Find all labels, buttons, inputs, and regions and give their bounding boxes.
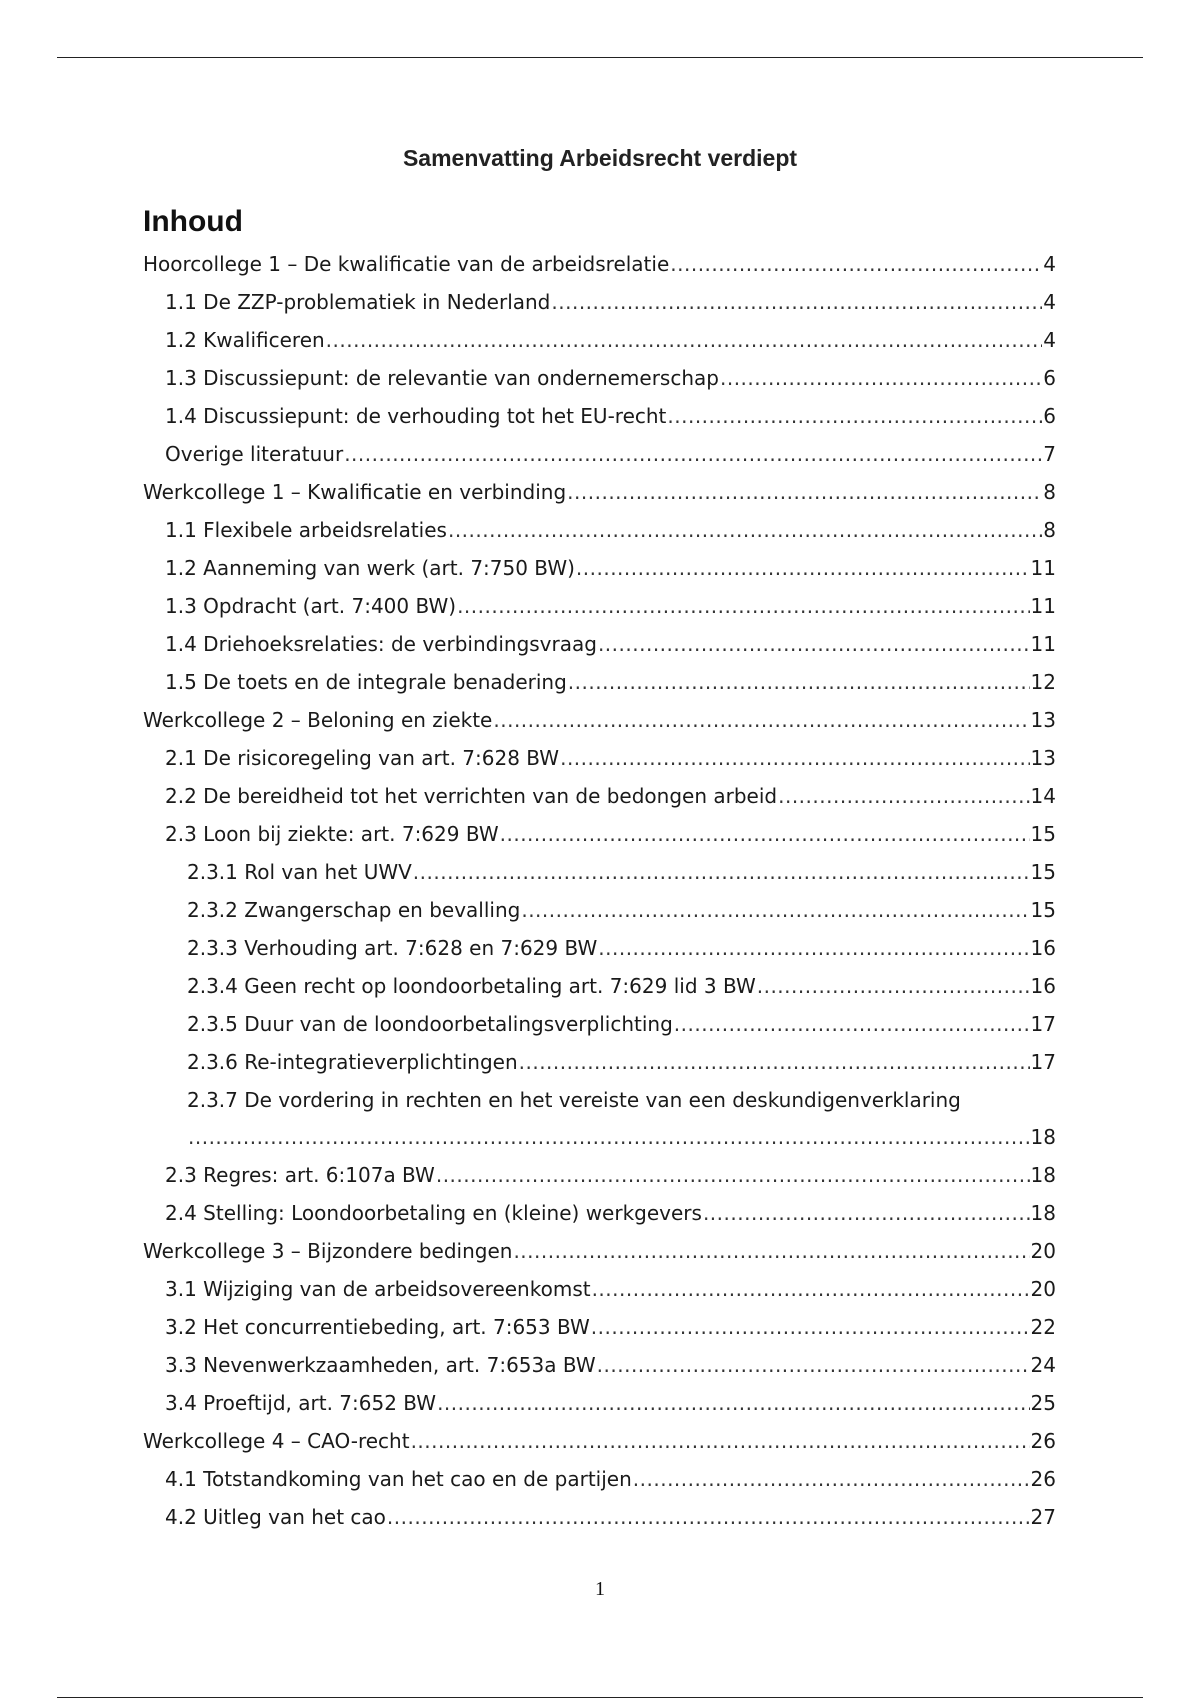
toc-entry[interactable] [143,518,1056,542]
toc-entry[interactable] [143,290,1056,314]
toc-leader [457,594,1029,618]
toc-entry-page: 16 [1030,974,1056,998]
toc-leader [703,1201,1030,1225]
toc-entry-page: 11 [1030,594,1056,618]
toc-entry-page: 22 [1030,1315,1056,1339]
toc-entry-label: Overige literatuur [165,442,344,466]
toc-entry[interactable] [143,936,1056,960]
toc-entry-page: 24 [1030,1353,1056,1377]
toc-entry[interactable] [143,1088,1056,1149]
toc-leader [720,366,1042,390]
toc-entry[interactable] [143,328,1056,352]
toc-leader [513,1239,1029,1263]
toc-entry-page: 4 [1043,252,1056,276]
toc-entry[interactable] [143,1353,1056,1377]
toc-leader [560,746,1029,770]
toc-entry-label: 3.4 Proeftijd, art. 7:652 BW [165,1391,437,1415]
toc-entry[interactable] [143,1315,1056,1339]
toc-entry-label: 2.3.1 Rol van het UWV [187,860,412,884]
toc-entry-page: 18 [1030,1201,1056,1225]
toc-leader [597,1353,1030,1377]
toc-entry-label: 4.1 Totstandkoming van het cao en de partijen [165,1467,632,1491]
toc-entry-page: 26 [1030,1467,1056,1491]
toc-entry-page: 20 [1030,1239,1056,1263]
toc-entry-page: 7 [1043,442,1056,466]
toc-entry-page: 20 [1030,1277,1056,1301]
toc-entry-label: 1.2 Aanneming van werk (art. 7:750 BW) [165,556,575,580]
toc-entry-label: 1.3 Discussiepunt: de relevantie van ondernemerschap [165,366,719,390]
toc-entry-page: 15 [1030,822,1056,846]
toc-entry[interactable] [143,822,1056,846]
toc-entry[interactable] [143,1277,1056,1301]
toc-entry[interactable] [143,1201,1056,1225]
toc-leader [568,670,1030,694]
toc-entry-label: 3.3 Nevenwerkzaamheden, art. 7:653a BW [165,1353,596,1377]
toc-entry[interactable] [143,556,1056,580]
toc-entry-label: 1.3 Opdracht (art. 7:400 BW) [165,594,457,618]
toc-entry[interactable] [143,442,1056,466]
toc-entry[interactable] [143,404,1056,428]
toc-leader [576,556,1030,580]
toc-leader [551,290,1042,314]
toc-entry[interactable] [143,1391,1056,1415]
toc-entry-page: 13 [1030,746,1056,770]
toc-leader [670,252,1042,276]
toc-entry-label: 1.4 Discussiepunt: de verhouding tot het EU-recht [165,404,667,428]
toc-entry-label: Werkcollege 1 – Kwalificatie en verbinding [143,480,567,504]
toc-entry[interactable] [143,1239,1056,1263]
toc-entry[interactable] [143,746,1056,770]
toc-leader [567,480,1042,504]
toc-entry-page: 14 [1030,784,1056,808]
toc-entry[interactable] [143,974,1056,998]
toc-leader [387,1505,1030,1529]
toc-entry-label: Werkcollege 2 – Beloning en ziekte [143,708,493,732]
toc-leader [778,784,1029,808]
toc-leader [500,822,1030,846]
toc-entry-label: 2.3 Regres: art. 6:107a BW [165,1163,435,1187]
page-number: 1 [595,1578,605,1600]
toc-entry-label: 2.3.2 Zwangerschap en bevalling [187,898,521,922]
toc-entry-page: 11 [1030,632,1056,656]
footer-rule [57,1697,1143,1698]
document-title: Samenvatting Arbeidsrecht verdiept [402,145,798,171]
toc-entry-label: 2.3.5 Duur van de loondoorbetalingsverplichting [187,1012,673,1036]
toc-entry[interactable] [143,1012,1056,1036]
toc-leader [598,632,1030,656]
toc-leader [591,1315,1030,1339]
toc-entry[interactable] [143,480,1056,504]
toc-leader [598,936,1029,960]
table-of-contents [143,252,1056,1543]
toc-leader [436,1163,1030,1187]
toc-entry-page: 8 [1043,518,1056,542]
toc-entry-page: 8 [1043,480,1056,504]
toc-entry-page: 18 [1030,1163,1056,1187]
toc-entry-label: Werkcollege 3 – Bijzondere bedingen [143,1239,513,1263]
toc-leader [521,898,1029,922]
toc-entry-page: 17 [1030,1050,1056,1074]
toc-entry-page: 27 [1030,1505,1056,1529]
toc-entry-label: 2.2 De bereidheid tot het verrichten van de bedongen arbeid [165,784,778,808]
toc-entry[interactable] [143,708,1056,732]
toc-entry[interactable] [143,1163,1056,1187]
toc-entry-label: 2.3 Loon bij ziekte: art. 7:629 BW [165,822,499,846]
toc-entry[interactable] [143,1429,1056,1453]
toc-entry-page: 13 [1030,708,1056,732]
toc-leader [413,860,1030,884]
toc-entry-label: 2.3.4 Geen recht op loondoorbetaling art. 7:629 lid 3 BW [187,974,756,998]
toc-entry[interactable] [143,898,1056,922]
toc-entry-label: 3.1 Wijziging van de arbeidsovereenkomst [165,1277,591,1301]
toc-entry[interactable] [143,860,1056,884]
toc-entry-label: 1.1 Flexibele arbeidsrelaties [165,518,447,542]
toc-entry-page: 25 [1030,1391,1056,1415]
toc-entry-label: 2.3.6 Re-integratieverplichtingen [187,1050,518,1074]
toc-entry-page: 16 [1030,936,1056,960]
toc-heading: Inhoud [143,205,243,238]
toc-entry-page: 12 [1030,670,1056,694]
toc-leader [757,974,1030,998]
toc-entry[interactable] [143,366,1056,390]
toc-entry[interactable] [143,1467,1056,1491]
toc-entry-label: 4.2 Uitleg van het cao [165,1505,386,1529]
toc-entry-label: 1.2 Kwalificeren [165,328,325,352]
toc-entry[interactable] [143,1050,1056,1074]
toc-entry-label: Hoorcollege 1 – De kwalificatie van de arbeidsrelatie [143,252,670,276]
toc-entry[interactable] [143,594,1056,618]
toc-leader [411,1429,1030,1453]
toc-entry-page: 4 [1043,290,1056,314]
toc-entry[interactable] [143,252,1056,276]
toc-entry-label: 1.4 Driehoeksrelaties: de verbindingsvraag [165,632,597,656]
toc-entry-page: 6 [1043,404,1056,428]
toc-entry-page: 18 [1030,1125,1056,1149]
toc-entry-label: 2.4 Stelling: Loondoorbetaling en (kleine) werkgevers [165,1201,702,1225]
toc-entry-page: 26 [1030,1429,1056,1453]
toc-entry-label: 2.3.3 Verhouding art. 7:628 en 7:629 BW [187,936,598,960]
toc-entry[interactable] [143,632,1056,656]
toc-entry-page: 6 [1043,366,1056,390]
toc-entry-label: 1.1 De ZZP-problematiek in Nederland [165,290,551,314]
toc-entry-page: 15 [1030,860,1056,884]
toc-leader [633,1467,1030,1491]
toc-entry-page: 4 [1043,328,1056,352]
toc-leader [437,1391,1029,1415]
toc-entry-label: 2.1 De risicoregeling van art. 7:628 BW [165,746,560,770]
toc-entry-label: 1.5 De toets en de integrale benadering [165,670,567,694]
toc-entry[interactable] [143,1505,1056,1529]
toc-leader [326,328,1043,352]
toc-leader [188,1125,1030,1149]
toc-leader [519,1050,1030,1074]
toc-entry-label: Werkcollege 4 – CAO-recht [143,1429,410,1453]
toc-leader [493,708,1029,732]
toc-leader [344,442,1042,466]
toc-entry-label: 2.3.7 De vordering in rechten en het vereiste van een deskundigenverklaring [187,1088,961,1112]
toc-leader [667,404,1042,428]
toc-leader [448,518,1042,542]
toc-entry-page: 15 [1030,898,1056,922]
toc-entry-page: 11 [1030,556,1056,580]
toc-entry-page: 17 [1030,1012,1056,1036]
toc-entry[interactable] [143,670,1056,694]
toc-leader [592,1277,1030,1301]
toc-entry-label: 3.2 Het concurrentiebeding, art. 7:653 BW [165,1315,590,1339]
header-rule [57,57,1143,58]
toc-entry[interactable] [143,784,1056,808]
toc-leader [674,1012,1030,1036]
